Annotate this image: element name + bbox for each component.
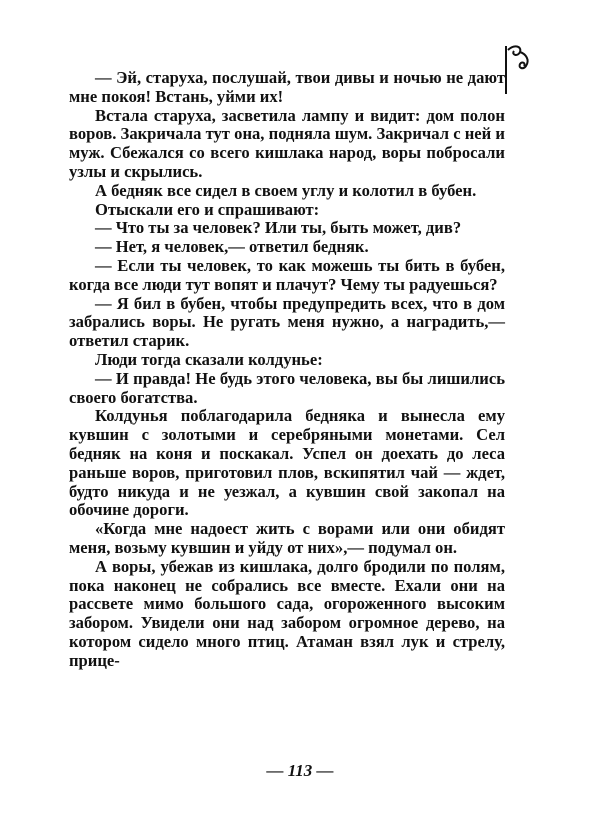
paragraph: — Что ты за человек? Или ты, быть может, див? xyxy=(95,218,462,238)
paragraph: Люди тогда сказали колдунье: xyxy=(95,349,323,369)
paragraph: Отыскали его и спрашивают: xyxy=(95,199,320,219)
paragraph: — Если ты человек, то как можешь ты бить в бубен, когда все люди тут вопят и плачут? Чему ты радуешься? xyxy=(69,255,505,294)
page-number: — 113 — xyxy=(266,761,334,780)
paragraph: А бедняк все сидел в своем углу и колотил в бубен. xyxy=(95,180,477,200)
corner-ornament-icon xyxy=(500,42,536,98)
paragraph: «Когда мне надоест жить с ворами или они обидят меня, возьму кувшин и уйду от них»,— подумал он. xyxy=(69,519,505,557)
paragraph: — Нет, я человек,— ответил бедняк. xyxy=(95,237,369,257)
paragraph: А воры, убежав из кишлака, долго бродили по полям, пока наконец не собрались все вместе. Ехали они на рассвете мимо большого сада, огороженного высоким забором. Увидели они над забором огромное дерево, на котором сидело много птиц. Атаман взял лук и стрелу, прице- xyxy=(69,556,505,670)
paragraph: — Эй, старуха, послушай, твои дивы и ночью не дают мне покоя! Встань, уйми их! xyxy=(69,68,505,106)
paragraph: — И правда! Не будь этого человека, вы бы лишились своего богатства. xyxy=(69,368,505,407)
paragraph: — Я бил в бубен, чтобы предупредить всех, что в дом забрались воры. Не ругать меня нужно, а наградить,— ответил старик. xyxy=(69,293,505,351)
text-block xyxy=(69,69,505,671)
paragraph: Встала старуха, засветила лампу и видит: дом полон воров. Закричала тут она, подняла шум. Закричал с ней и муж. Сбежался со всего кишлака народ, воры побросали узлы и скрылись. xyxy=(69,105,505,181)
paragraph: Колдунья поблагодарила бедняка и вынесла ему кувшин с золотыми и серебряными монетами. Сел бедняк на коня и поскакал. Успел он доехать до леса раньше воров, приготовил плов, вскипятил чай — ждет, будто никуда и не уезжал, а кувшин свой закопал на обочине дороги. xyxy=(69,406,505,520)
